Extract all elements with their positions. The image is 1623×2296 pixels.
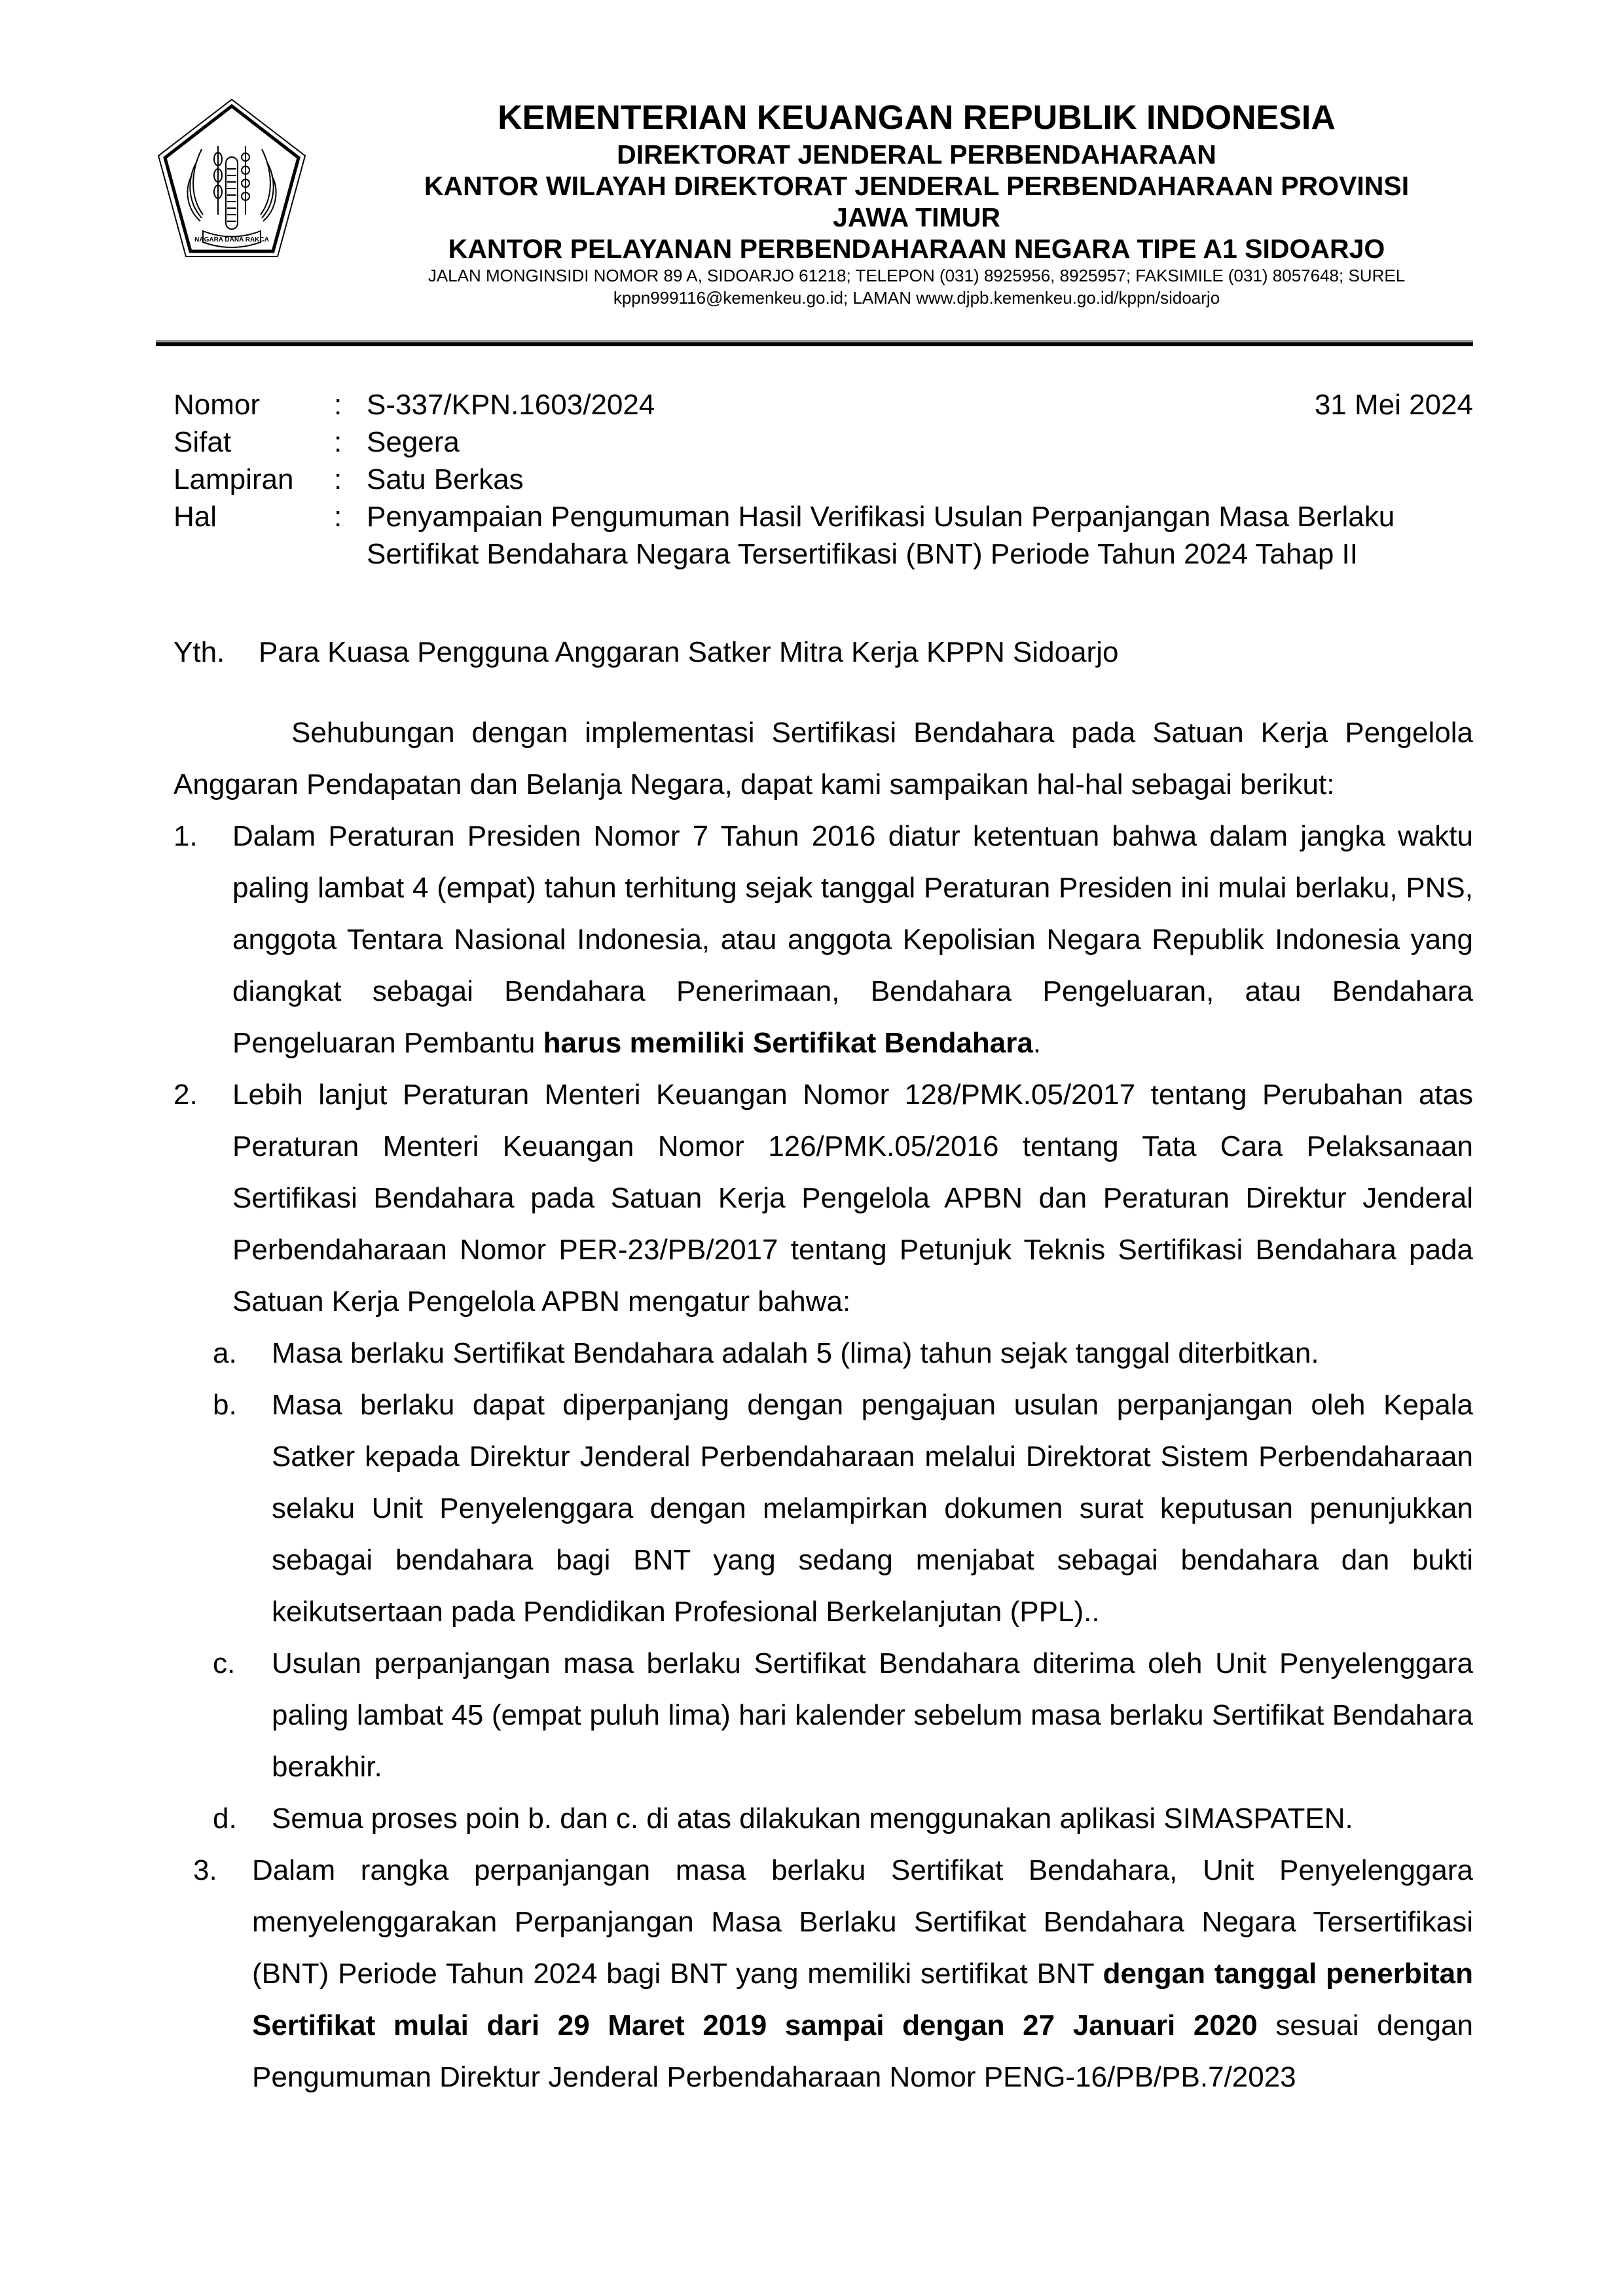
letter-date: 31 Mei 2024 <box>1314 389 1473 421</box>
sub-list-letter: a. <box>213 1337 237 1369</box>
recipient-value: Para Kuasa Pengguna Anggaran Satker Mitra Kerja KPPN Sidoarjo <box>259 636 1119 668</box>
sub-list-text: Masa berlaku Sertifikat Bendahara adalah 5 (lima) tahun sejak tanggal diterbitkan. <box>272 1337 1319 1369</box>
svg-text:NAGARA DANA RAKCA: NAGARA DANA RAKCA <box>194 236 269 243</box>
sub-list-item <box>173 1327 1473 1379</box>
sifat-label: Sifat <box>173 426 232 458</box>
list-item <box>193 1844 1473 2103</box>
sub-list-letter: d. <box>213 1803 237 1835</box>
list-number: 3. <box>193 1854 217 1886</box>
recipient <box>173 634 1118 671</box>
hal-value: Penyampaian Pengumuman Hasil Verifikasi Usulan Perpanjangan Masa Berlaku Sertifikat Bendahara Negara Tersertifikasi (BNT) Periode Tahun 2024 Tahap II <box>367 501 1395 570</box>
sub-list-item <box>173 1793 1473 1844</box>
emphasis: dengan tanggal penerbitan Sertifikat mulai dari 29 Maret 2019 sampai dengan 27 Januari 2020 <box>252 1958 1473 2041</box>
lampiran-value: Satu Berkas <box>367 463 524 495</box>
office-contact: kppn999116@kemenkeu.go.id; LAMAN www.djpb.kemenkeu.go.id/kppn/sidoarjo <box>613 288 1220 308</box>
list-item-text: Dalam Peraturan Presiden Nomor 7 Tahun 2016 diatur ketentuan bahwa dalam jangka waktu paling lambat 4 (empat) tahun terhitung sejak tanggal Peraturan Presiden ini mulai berlaku, PNS, anggota Tentara Nasional Indonesia, atau anggota Kepolisian Negara Republik Indonesia yang diangkat sebagai Bendahara Penerimaan, Bendahara Pengeluaran, atau Bendahara Pengeluaran Pembantu harus memiliki Sertifikat Bendahara. <box>232 820 1473 1059</box>
letterhead-divider-thick <box>156 342 1473 346</box>
letterhead-divider-thin <box>156 340 1473 342</box>
list-item-text: Lebih lanjut Peraturan Menteri Keuangan Nomor 128/PMK.05/2017 tentang Perubahan atas Peraturan Menteri Keuangan Nomor 126/PMK.05/2016 tentang Tata Cara Pelaksanaan Sertifikasi Bendahara pada Satuan Kerja Pengelola APBN dan Peraturan Direktur Jenderal Perbendaharaan Nomor PER-23/PB/2017 tentang Petunjuk Teknis Sertifikasi Bendahara pada Satuan Kerja Pengelola APBN mengatur bahwa: <box>232 1079 1473 1318</box>
province-name: JAWA TIMUR <box>833 202 1000 232</box>
sub-list-letter: b. <box>213 1389 237 1421</box>
colon: : <box>334 426 342 458</box>
sub-list-text: Semua proses poin b. dan c. di atas dilakukan menggunakan aplikasi SIMASPATEN. <box>272 1803 1353 1835</box>
sub-list-item <box>173 1638 1473 1793</box>
numbered-list-continued <box>173 1844 1473 2103</box>
directorate-name: DIREKTORAT JENDERAL PERBENDAHARAAN <box>617 139 1216 170</box>
letter-meta <box>173 386 1473 573</box>
letterhead <box>327 97 1506 309</box>
sub-list-item <box>173 1379 1473 1638</box>
list-item <box>173 1069 1473 1327</box>
hal-label: Hal <box>173 501 217 533</box>
recipient-label: Yth. <box>173 636 225 668</box>
sub-list-text: Masa berlaku dapat diperpanjang dengan pengajuan usulan perpanjangan oleh Kepala Satker kepada Direktur Jenderal Perbendaharaan melalui Direktorat Sistem Perbendaharaan selaku Unit Penyelenggara dengan melampirkan dokumen surat keputusan penunjukkan sebagai bendahara bagi BNT yang sedang menjabat sebagai bendahara dan bukti keikutsertaan pada Pendidikan Profesional Berkelanjutan (PPL).. <box>272 1389 1473 1628</box>
nomor-label: Nomor <box>173 389 261 421</box>
colon: : <box>334 463 342 495</box>
intro-paragraph: Sehubungan dengan implementasi Sertifikasi Bendahara pada Satuan Kerja Pengelola Anggaran Pendapatan dan Belanja Negara, dapat kami sampaikan hal-hal sebagai berikut: <box>173 717 1473 800</box>
kemenkeu-emblem-icon <box>156 97 308 260</box>
letter-body <box>173 707 1473 2103</box>
meta-row-sifat <box>173 423 1473 461</box>
office-name: KANTOR PELAYANAN PERBENDAHARAAN NEGARA TIPE A1 SIDOARJO <box>448 234 1385 264</box>
list-item <box>173 810 1473 1069</box>
list-number: 2. <box>173 1079 198 1111</box>
numbered-list <box>173 810 1473 1327</box>
sub-list-text: Usulan perpanjangan masa berlaku Sertifikat Bendahara diterima oleh Unit Penyelenggara paling lambat 45 (empat puluh lima) hari kalender sebelum masa berlaku Sertifikat Bendahara berakhir. <box>272 1647 1473 1783</box>
meta-row-lampiran <box>173 461 1473 498</box>
lampiran-label: Lampiran <box>173 463 294 495</box>
colon: : <box>334 501 342 533</box>
ministry-name: KEMENTERIAN KEUANGAN REPUBLIK INDONESIA <box>498 99 1336 137</box>
emphasis: harus memiliki Sertifikat Bendahara <box>543 1027 1033 1059</box>
regional-office-name: KANTOR WILAYAH DIREKTORAT JENDERAL PERBENDAHARAAN PROVINSI <box>424 171 1410 201</box>
colon: : <box>334 389 342 421</box>
nomor-value: S-337/KPN.1603/2024 <box>367 389 655 421</box>
meta-row-nomor <box>173 386 1473 423</box>
sifat-value: Segera <box>367 426 460 458</box>
list-item-text: Dalam rangka perpanjangan masa berlaku Sertifikat Bendahara, Unit Penyelenggara menyelenggarakan Perpanjangan Masa Berlaku Sertifikat Bendahara Negara Tersertifikasi (BNT) Periode Tahun 2024 bagi BNT yang memiliki sertifikat BNT dengan tanggal penerbitan Sertifikat mulai dari 29 Maret 2019 sampai dengan 27 Januari 2020 sesuai dengan Pengumuman Direktur Jenderal Perbendaharaan Nomor PENG-16/PB/PB.7/2023 <box>252 1854 1473 2093</box>
office-address: JALAN MONGINSIDI NOMOR 89 A, SIDOARJO 61218; TELEPON (031) 8925956, 8925957; FAKSIMILE (031) 8057648; SUREL <box>428 266 1406 285</box>
sub-list-letter: c. <box>213 1647 236 1679</box>
meta-row-hal <box>173 498 1473 573</box>
list-number: 1. <box>173 820 198 852</box>
sub-list <box>173 1327 1473 1844</box>
